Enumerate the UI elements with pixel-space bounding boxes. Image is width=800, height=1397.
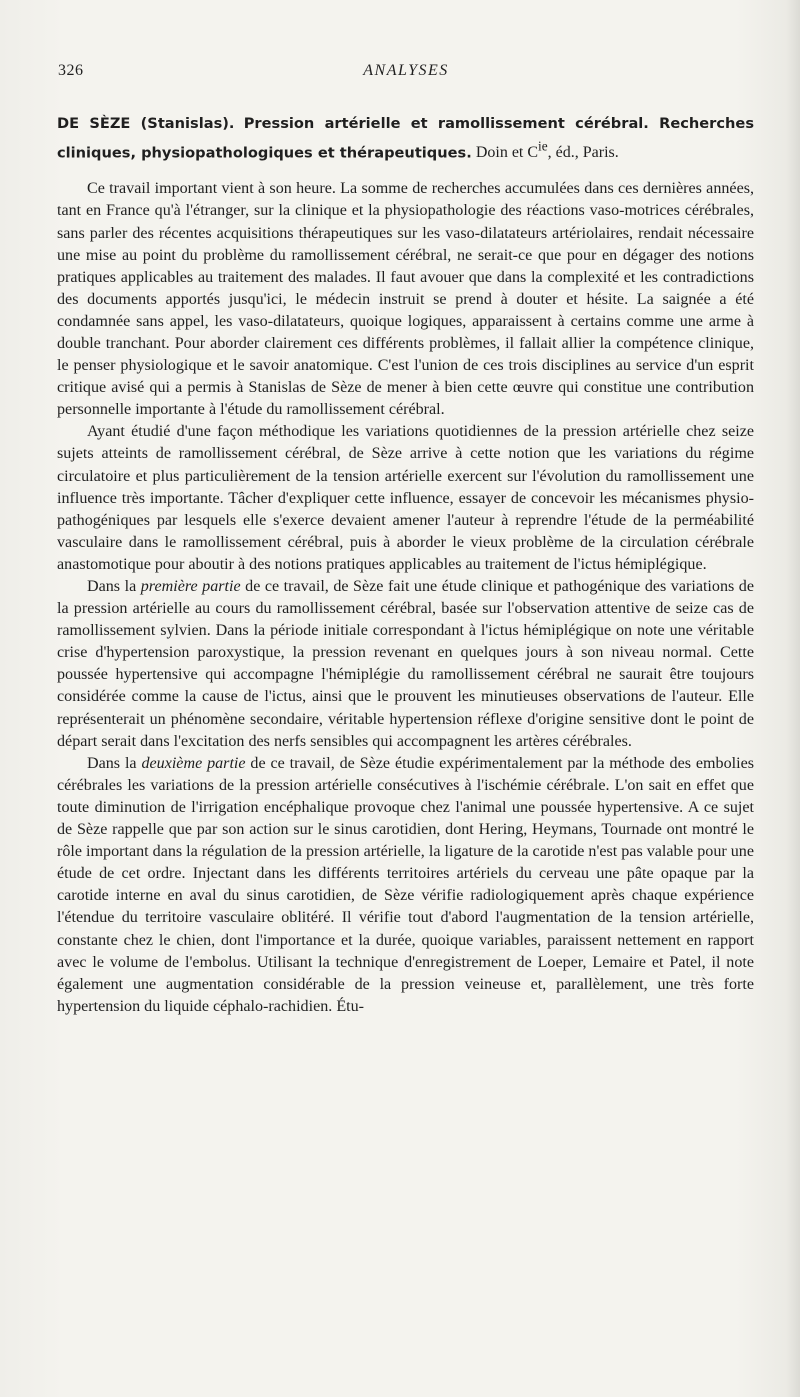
paragraph-2: Ayant étudié d'une façon méthodique les variations quotidiennes de la pression artérielle chez seize sujets atteints de ramollissement cérébral, de Sèze arrive à cette notion que les variations du régime circulatoire et plus particulièrement de la tension artérielle exercent sur l'évolution du ramollissement une influence très importante. Tâcher d'expliquer cette influence, essayer de concevoir les mécanismes physio-pathogéniques par lesquels elle s'exerce devaient amener l'auteur à reprendre l'étude de la perméabilité vasculaire dans le ramollissement cérébral, puis à aborder le vieux problème de la circulation cérébrale anastomotique pour aboutir à des notions pratiques applicables au traitement de l'ictus hémiplégique. [57,423,754,573]
publisher-superscript: ie [538,139,548,154]
page-edge-shadow [786,0,800,1397]
paragraph-4 [57,753,754,1018]
citation-title: Pression artérielle et ramollissement cérébral. Recherches cliniques, physiopathologiques et thérapeutiques. [57,115,755,162]
citation-publisher [475,139,619,162]
paragraph-3-lead: Dans la [87,578,141,596]
running-head: ANALYSES [363,62,449,79]
paragraph-4-lead: Dans la [87,754,142,772]
paragraph-4-emphasis: deuxième partie [141,754,246,772]
bibliographic-citation [57,112,754,164]
paragraph-4-text: de ce travail, de Sèze étudie expérimentalement par la méthode des embolies cérébrales les variations de la pression artérielle consécutives à l'ischémie cérébrale. L'on sait en effet que toute diminution de l'irrigation encéphalique provoque chez l'animal une poussée hypertensive. A ce sujet de Sèze rappelle que par son action sur le sinus carotidien, dont Hering, Heymans, Tournade ont montré le rôle important dans la régulation de la pression artérielle, la ligature de la carotide n'est pas valable pour une étude de cet ordre. Injectant dans les différents territoires artériels du cerveau une pâte opaque par la carotide interne en aval du sinus carotidien, de Sèze vérifie radiologiquement après chaque expérience l'étendue du territoire vasculaire oblitéré. Il vérifie tout d'abord l'augmentation de la tension artérielle, constante chez le chien, dont l'importance et la durée, quoique variables, paraissent nettement en rapport avec le volume de l'embolus. Utilisant la technique d'enregistrement de Loeper, Lemaire et Patel, il note également une augmentation considérable de la pression veineuse et, parallèlement, une très forte hypertension du liquide céphalo-rachidien. Étu- [57,754,754,1015]
page-header [58,62,754,84]
paragraph-3-text: de ce travail, de Sèze fait une étude clinique et pathogénique des variations de la pression artérielle au cours du ramollissement cérébral, basée sur l'observation attentive de seize cas de ramollissement sylvien. Dans la période initiale correspondant à l'ictus hémiplégique on note une véritable crise d'hypertension paroxystique, la pression revenant en quelques jours à son niveau normal. Cette poussée hypertensive qui accompagne l'hémiplégie du ramollissement cérébral ne saurait être toujours considérée comme la cause de l'ictus, ainsi que le prouvent les minutieuses observations de l'auteur. Elle représenterait un phénomène secondaire, véritable hypertension réflexe d'origine sensitive dont le point de départ serait dans l'excitation des nerfs sensibles qui accompagnent les artères cérébrales. [57,578,754,750]
paragraph-1: Ce travail important vient à son heure. La somme de recherches accumulées dans ces dernières années, tant en France qu'à l'étranger, sur la clinique et la physiopathologie des réactions vaso-motrices cérébrales, sans parler des récentes acquisitions thérapeutiques sur les vaso-dilatateurs artériolaires, rendait nécessaire une mise au point du problème du ramollissement cérébral, ne serait-ce que pour en dégager des notions pratiques applicables au traitement des malades. Il faut avouer que dans la complexité et les contradictions des documents apportés jusqu'ici, le médecin instruit se prend à douter et hésite. La saignée a été condamnée sans appel, les vaso-dilatateurs, quoique logiques, apparaissent à certains comme une arme à double tranchant. Pour aborder clairement ces différents problèmes, il fallait allier la compétence clinique, le penser physiologique et le savoir anatomique. C'est l'union de ces trois disciplines au service d'un esprit critique avisé qui a permis à Stanislas de Sèze de mener à bien cette œuvre qui constitue une contribution personnelle importante à l'étude du ramollissement cérébral. [57,180,754,419]
citation-author: DE SÈZE (Stanislas). [57,115,235,132]
publisher-tail: , éd., Paris. [547,144,619,162]
paragraph-3-emphasis: première partie [140,578,241,596]
publisher-name: Doin et C [475,144,539,162]
page-number: 326 [58,62,84,79]
review-article [57,112,754,1018]
paragraph-3 [57,576,754,753]
